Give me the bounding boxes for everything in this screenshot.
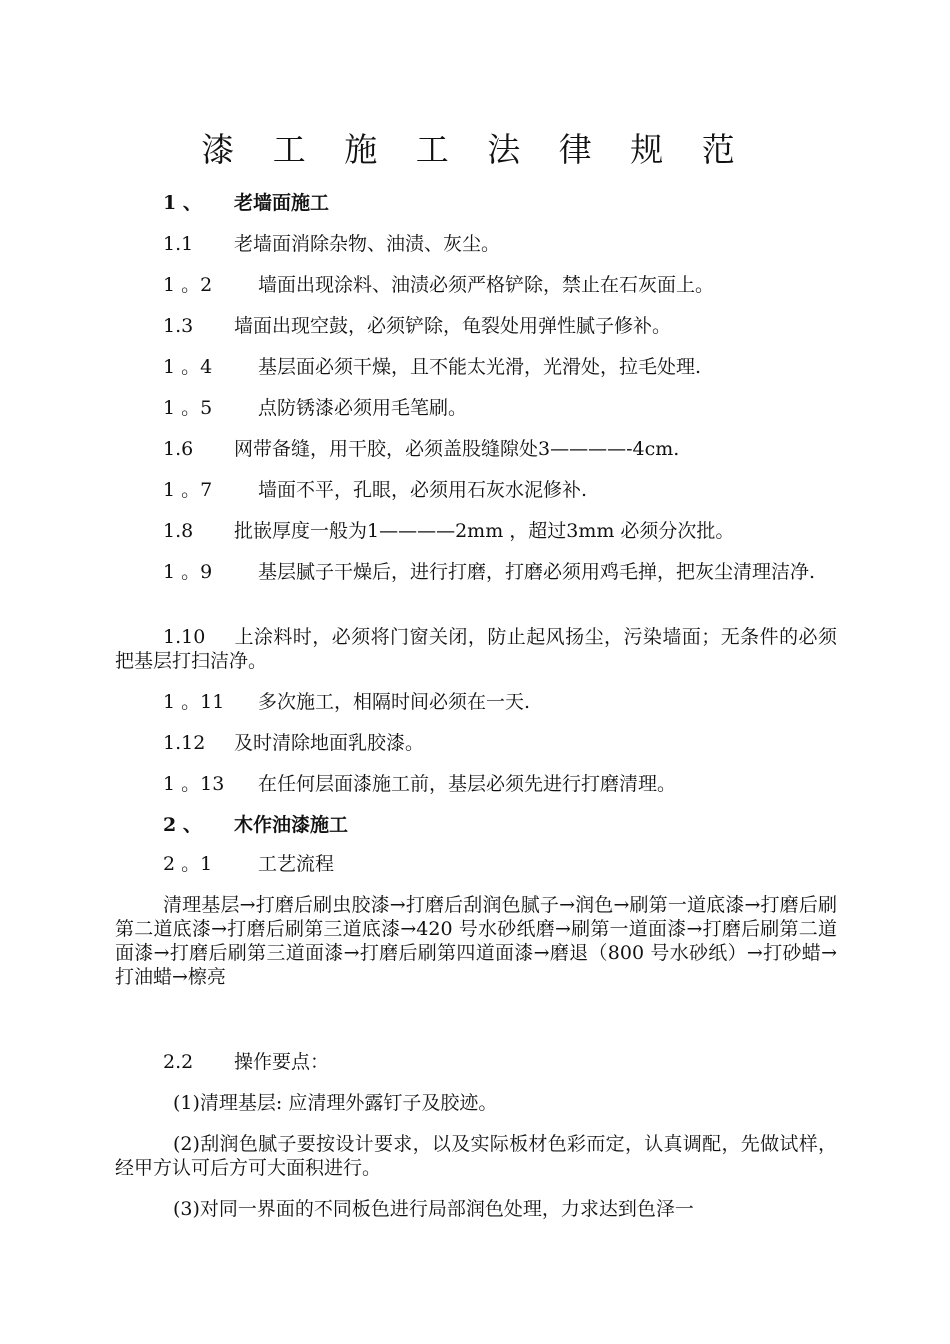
item-1-12 xyxy=(115,731,424,755)
point-2: (2)刮润色腻子要按设计要求，以及实际板材色彩而定，认真调配，先做试样，经甲方认可后方可大面积进行。 xyxy=(115,1133,837,1179)
item-text: 老墙面消除杂物、油渍、灰尘。 xyxy=(234,233,501,255)
item-number: 1 。11 xyxy=(163,691,225,713)
item-text: 及时清除地面乳胶漆。 xyxy=(234,732,425,754)
item-number: 1.1 xyxy=(163,233,194,255)
item-1-7 xyxy=(115,478,587,502)
document-title: 漆 工 施 工 法 律 规 范 xyxy=(201,130,749,169)
item-1-2 xyxy=(115,273,714,297)
item-number: 1 。7 xyxy=(163,479,213,501)
process-flow: 清理基层→打磨后刷虫胶漆→打磨后刮润色腻子→润色→刷第一道底漆→打磨后刷第二道底漆→打磨后刷第三道底漆→420 号水砂纸磨→刷第一道面漆→打磨后刷第二道面漆→打磨后刷第三道面漆→打磨后刷第四道面漆→磨退（800 号水砂纸）→打砂蜡→打油蜡→檫亮 xyxy=(115,894,837,988)
item-1-9 xyxy=(115,560,837,584)
section-1-heading xyxy=(115,191,329,215)
item-1-13 xyxy=(115,772,676,796)
point-3: (3)对同一界面的不同板色进行局部润色处理，力求达到色泽一 xyxy=(173,1198,694,1220)
item-text: 批嵌厚度一般为1————2mm ，超过3mm 必须分次批。 xyxy=(234,520,735,542)
item-number: 2.2 xyxy=(163,1051,194,1073)
item-number: 1 。4 xyxy=(163,356,213,378)
item-text: 墙面出现涂料、油渍必须严格铲除，禁止在石灰面上。 xyxy=(258,274,715,296)
item-text: 上涂料时，必须将门窗关闭，防止起风扬尘，污染墙面；无条件的必须把基层打扫洁净。 xyxy=(115,626,837,672)
item-1-1 xyxy=(115,232,500,256)
item-text: 基层面必须干燥，且不能太光滑，光滑处，拉毛处理. xyxy=(258,356,702,378)
point-1: (1)清理基层: 应清理外露钉子及胶迹。 xyxy=(173,1092,498,1114)
item-2-2 xyxy=(115,1050,329,1074)
item-number: 1.10 xyxy=(163,626,206,648)
item-text: 多次施工，相隔时间必须在一天. xyxy=(258,691,531,713)
section-2-number: 2 、 xyxy=(163,814,202,836)
item-1-3 xyxy=(115,314,671,338)
section-1-title: 老墙面施工 xyxy=(234,192,330,214)
item-number: 1 。13 xyxy=(163,773,225,795)
item-number: 1 。5 xyxy=(163,397,213,419)
item-text: 操作要点： xyxy=(234,1051,330,1073)
section-2-heading xyxy=(115,813,348,837)
item-1-10 xyxy=(115,625,837,673)
item-1-6 xyxy=(115,437,679,461)
item-text: 在任何层面漆施工前，基层必须先进行打磨清理。 xyxy=(258,773,677,795)
item-1-11 xyxy=(115,690,530,714)
section-2-title: 木作油漆施工 xyxy=(234,814,349,836)
item-number: 1 。2 xyxy=(163,274,213,296)
item-text: 基层腻子干燥后，进行打磨，打磨必须用鸡毛掸，把灰尘清理洁净. xyxy=(258,561,816,583)
item-number: 1.12 xyxy=(163,732,206,754)
section-1-number: 1 、 xyxy=(163,192,202,214)
item-1-8 xyxy=(115,519,734,543)
item-number: 1.3 xyxy=(163,315,194,337)
item-2-1 xyxy=(115,852,334,876)
item-number: 1.8 xyxy=(163,520,194,542)
item-number: 1 。9 xyxy=(163,561,213,583)
item-number: 1.6 xyxy=(163,438,194,460)
item-text: 点防锈漆必须用毛笔刷。 xyxy=(258,397,468,419)
item-text: 工艺流程 xyxy=(258,853,335,875)
item-text: 墙面出现空鼓，必须铲除，龟裂处用弹性腻子修补。 xyxy=(234,315,672,337)
item-text: 墙面不平，孔眼，必须用石灰水泥修补. xyxy=(258,479,588,501)
item-text: 网带备缝，用干胶，必须盖股缝隙处3————-4cm. xyxy=(234,438,680,460)
item-1-5 xyxy=(115,396,467,420)
item-number: 2 。1 xyxy=(163,853,213,875)
item-1-4 xyxy=(115,355,701,379)
